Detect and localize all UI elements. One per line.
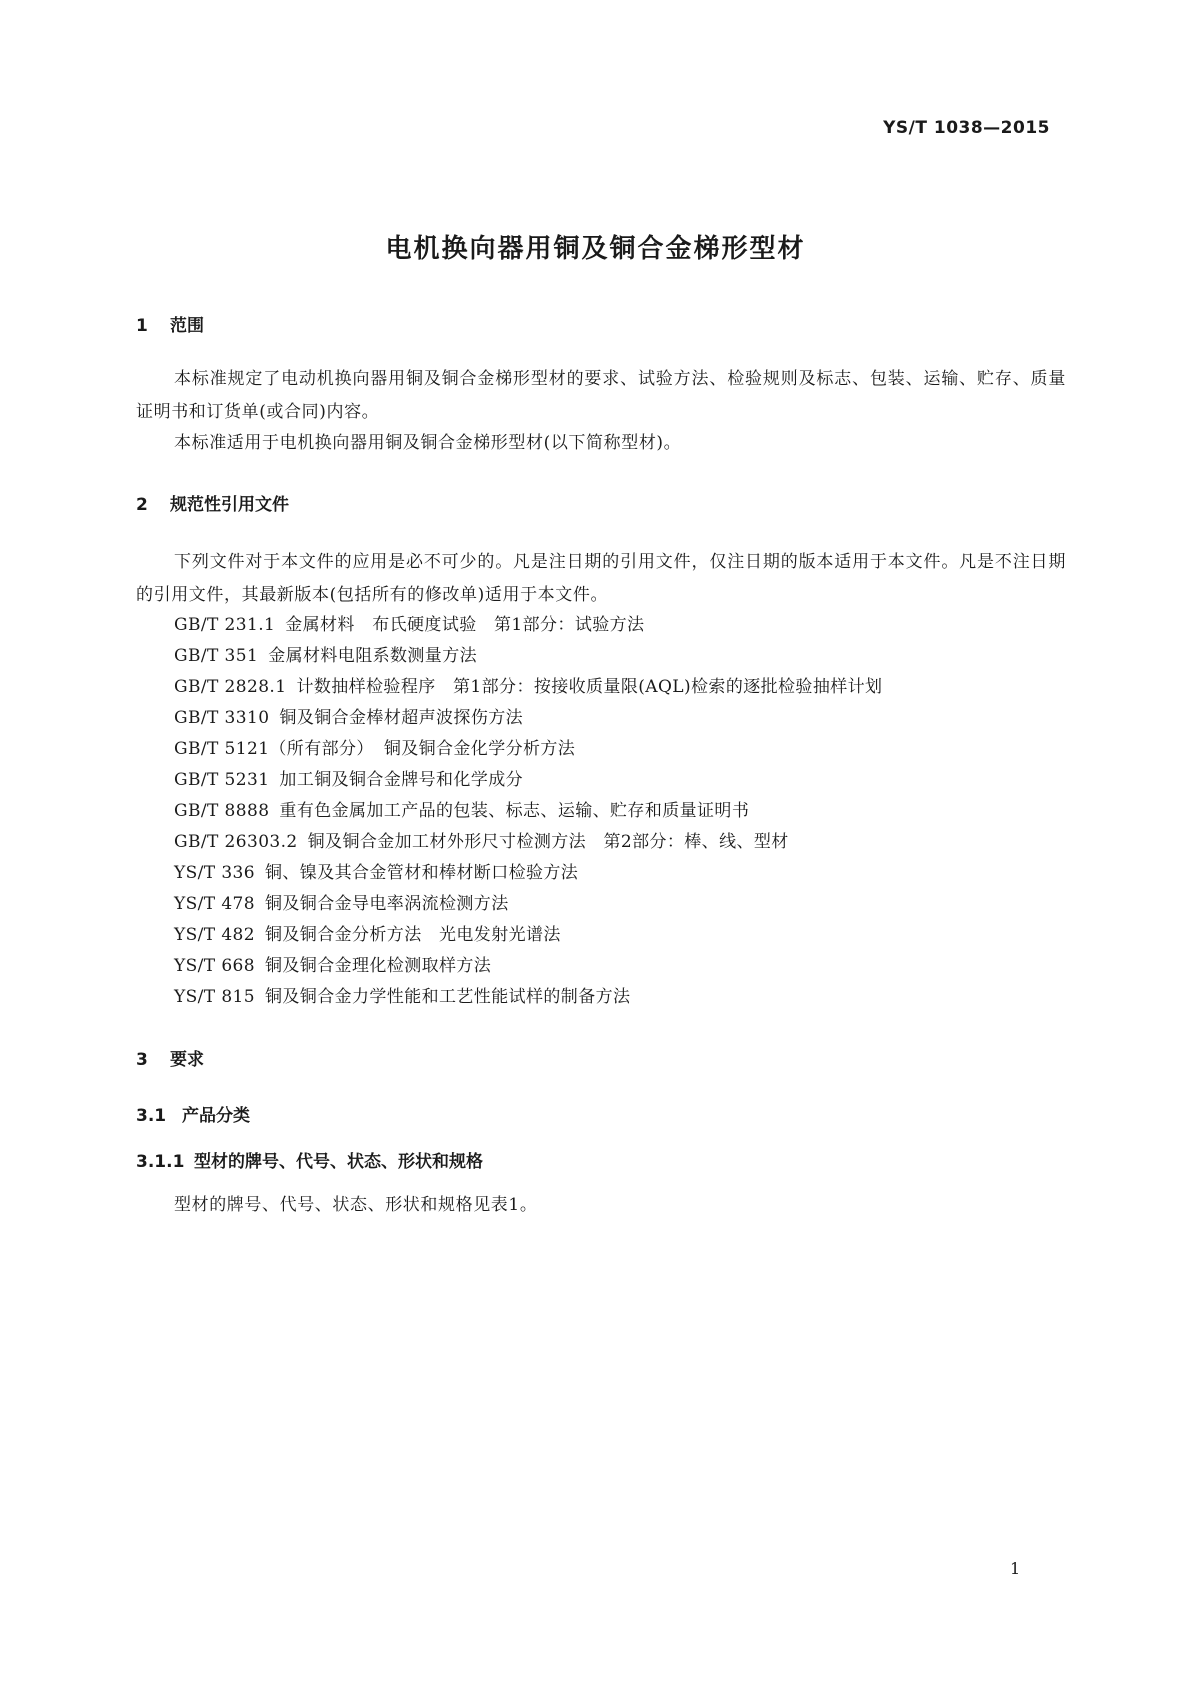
reference-name: 重有色金属加工产品的包装、标志、运输、贮存和质量证明书	[279, 801, 750, 821]
reference-name: 铜及铜合金加工材外形尺寸检测方法 第2部分：棒、线、型材	[307, 832, 789, 852]
section-title: 型材的牌号、代号、状态、形状和规格	[194, 1152, 483, 1172]
reference-code: GB/T 5121（所有部分）	[174, 739, 374, 759]
reference-code: YS/T 815	[174, 987, 255, 1007]
reference-code: GB/T 2828.1	[174, 677, 287, 697]
reference-item	[174, 951, 491, 976]
section-title: 范围	[170, 316, 204, 336]
reference-item	[174, 858, 578, 883]
reference-code: GB/T 3310	[174, 708, 270, 728]
reference-item	[174, 610, 644, 635]
reference-code: YS/T 478	[174, 894, 255, 914]
section-3-heading	[136, 1045, 204, 1070]
reference-item	[174, 889, 509, 914]
reference-code: GB/T 26303.2	[174, 832, 298, 852]
section-number: 1	[136, 316, 148, 336]
section-3-1-1-paragraph-1: 型材的牌号、代号、状态、形状和规格见表1。	[174, 1195, 538, 1215]
section-1-paragraph-2: 本标准适用于电机换向器用铜及铜合金梯形型材(以下简称型材)。	[174, 433, 682, 453]
reference-code: GB/T 351	[174, 646, 259, 666]
reference-name: 铜、镍及其合金管材和棒材断口检验方法	[265, 863, 579, 883]
section-1-paragraph-1: 本标准规定了电动机换向器用铜及铜合金梯形型材的要求、试验方法、检验规则及标志、包装、运输、贮存、质量证明书和订货单(或合同)内容。	[136, 369, 1066, 422]
reference-item	[174, 734, 575, 759]
page-number: 1	[1010, 1559, 1021, 1578]
reference-item	[174, 641, 477, 666]
section-number: 3.1.1	[136, 1152, 185, 1172]
section-title: 产品分类	[182, 1106, 250, 1126]
reference-name: 铜及铜合金分析方法 光电发射光谱法	[265, 925, 561, 945]
reference-name: 铜及铜合金棒材超声波探伤方法	[279, 708, 524, 728]
standard-code: YS/T 1038—2015	[883, 118, 1050, 138]
reference-code: YS/T 336	[174, 863, 255, 883]
document-title: 电机换向器用铜及铜合金梯形型材	[385, 234, 806, 264]
reference-item	[174, 827, 789, 852]
section-number: 3	[136, 1050, 148, 1070]
reference-item	[174, 672, 882, 697]
section-title: 规范性引用文件	[170, 495, 289, 515]
reference-name: 铜及铜合金力学性能和工艺性能试样的制备方法	[265, 987, 631, 1007]
reference-code: YS/T 668	[174, 956, 255, 976]
reference-name: 金属材料电阻系数测量方法	[268, 646, 478, 666]
reference-item	[174, 796, 749, 821]
section-2-paragraph-1: 下列文件对于本文件的应用是必不可少的。凡是注日期的引用文件，仅注日期的版本适用于本文件。凡是不注日期的引用文件，其最新版本(包括所有的修改单)适用于本文件。	[136, 552, 1066, 605]
section-number: 3.1	[136, 1106, 167, 1126]
reference-name: 铜及铜合金理化检测取样方法	[265, 956, 492, 976]
reference-name: 加工铜及铜合金牌号和化学成分	[279, 770, 524, 790]
reference-code: GB/T 8888	[174, 801, 270, 821]
reference-code: GB/T 5231	[174, 770, 270, 790]
section-1-heading	[136, 311, 204, 336]
reference-item	[174, 765, 523, 790]
section-2-heading	[136, 490, 289, 515]
section-title: 要求	[170, 1050, 204, 1070]
reference-name: 铜及铜合金导电率涡流检测方法	[265, 894, 509, 914]
section-3-1-1-heading	[136, 1147, 483, 1172]
reference-item	[174, 920, 561, 945]
reference-code: YS/T 482	[174, 925, 255, 945]
reference-name: 金属材料 布氏硬度试验 第1部分：试验方法	[285, 615, 645, 635]
reference-item	[174, 703, 523, 728]
section-number: 2	[136, 495, 148, 515]
section-3-1-heading	[136, 1101, 250, 1126]
reference-name: 铜及铜合金化学分析方法	[383, 739, 576, 759]
reference-code: GB/T 231.1	[174, 615, 276, 635]
reference-item	[174, 982, 630, 1007]
reference-name: 计数抽样检验程序 第1部分：按接收质量限(AQL)检索的逐批检验抽样计划	[296, 677, 883, 697]
